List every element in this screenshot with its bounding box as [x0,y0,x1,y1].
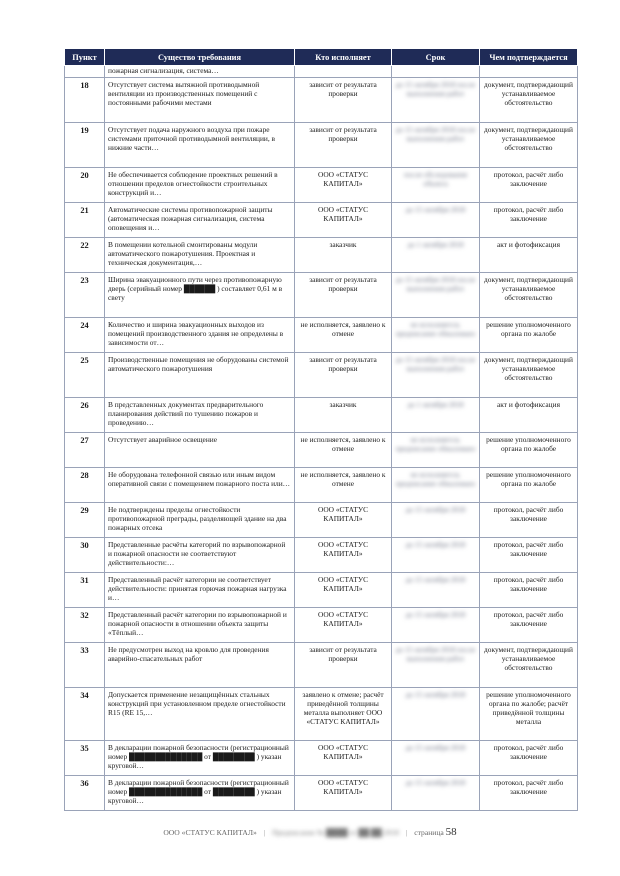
cell-executor-text: ООО «СТАТУС КАПИТАЛ» [318,743,368,761]
cell-deadline-text: до 15 октября 2018 [405,540,466,549]
cell-requirement [105,688,295,741]
cell-num-text: 35 [80,744,89,753]
table-row [65,468,578,503]
cell-confirmation-text: документ, подтверждающий устанавливаемое обстоятельство [484,125,573,152]
cell-confirmation [480,318,578,353]
table-row [65,538,578,573]
cell-requirement-text: Не обеспечивается соблюдение проектных решений в отношении пределов огнестойкости строительных конструкций и… [108,170,278,197]
cell-executor-text: ООО «СТАТУС КАПИТАЛ» [318,505,368,523]
cell-num [65,538,105,573]
cell-executor-text: ООО «СТАТУС КАПИТАЛ» [318,540,368,558]
cell-num [65,318,105,353]
cell-executor [295,203,392,238]
cell-confirmation [480,688,578,741]
cell-deadline [392,353,480,398]
cell-confirmation-text: документ, подтверждающий устанавливаемое обстоятельство [484,275,573,302]
cell-requirement [105,433,295,468]
cell-requirement-text: Не подтверждены пределы огнестойкости противопожарной преграды, разделяющей здание на два пожарных отсека [108,505,287,532]
cell-requirement [105,741,295,776]
cell-requirement-text: Отсутствует система вытяжной противодымной вентиляции из производственных помещений с постоянными рабочими местами [108,80,260,107]
cell-num [65,203,105,238]
cell-executor [295,643,392,688]
cell-num [65,468,105,503]
cell-confirmation [480,78,578,123]
cell-num-text: 22 [80,241,89,250]
cell-num-text: 23 [80,276,89,285]
cell-num-text: 19 [80,126,89,135]
cell-requirement-text: В декларации пожарной безопасности (регистрационный номер ██████████████ от ████████ ) указан круговой… [108,778,289,805]
cell-executor-text: заявлено к отмене; расчёт приведённой толщины металла выполняет ООО «СТАТУС КАПИТАЛ» [302,690,384,726]
cell-confirmation [480,398,578,433]
cell-deadline [392,66,480,78]
cell-deadline-text: до 15 октября 2018 [405,610,466,619]
cell-num [65,688,105,741]
cell-deadline-text: после обследования объекта [404,170,467,188]
cell-confirmation [480,608,578,643]
cell-num [65,608,105,643]
cell-requirement [105,398,295,433]
cell-confirmation [480,741,578,776]
cell-executor-text: ООО «СТАТУС КАПИТАЛ» [318,778,368,796]
cell-confirmation-text: протокол, расчёт либо заключение [493,205,564,223]
cell-requirement [105,776,295,811]
header-item: Пункт [65,49,105,66]
document-page [64,48,577,811]
cell-requirement [105,538,295,573]
table-row [65,608,578,643]
cell-confirmation [480,123,578,168]
cell-executor-text: ООО «СТАТУС КАПИТАЛ» [318,170,368,188]
cell-deadline-text: до 15 октября 2018 [405,505,466,514]
cell-num-text: 24 [80,321,89,330]
cell-executor [295,688,392,741]
footer-company: ООО «СТАТУС КАПИТАЛ» [163,828,257,837]
cell-executor [295,78,392,123]
cell-executor [295,433,392,468]
cell-confirmation [480,776,578,811]
cell-requirement [105,123,295,168]
cell-num [65,78,105,123]
cell-deadline-text: до 15 октября 2018 после выполнения работ [395,80,476,98]
cell-executor-text: зависит от результата проверки [309,125,377,143]
cell-deadline-text: не исполняется, предписание обжаловано [395,320,476,338]
cell-executor-text: ООО «СТАТУС КАПИТАЛ» [318,205,368,223]
cell-confirmation-text: решение уполномоченного органа по жалобе [486,320,571,338]
cell-confirmation-text: документ, подтверждающий устанавливаемое обстоятельство [484,645,573,672]
cell-executor-text: зависит от результата проверки [309,355,377,373]
cell-requirement [105,573,295,608]
cell-deadline-text: до 15 октября 2018 [405,575,466,584]
cell-executor [295,398,392,433]
cell-requirement-text: Ширина эвакуационного пути через противопожарную дверь (серийный номер ██████ ) составляет 0,61 м в свету [108,275,283,302]
cell-num [65,353,105,398]
cell-num-text: 28 [80,471,89,480]
cell-confirmation [480,238,578,273]
cell-requirement [105,318,295,353]
cell-executor-text: зависит от результата проверки [309,645,377,663]
cell-num-text: 29 [80,506,89,515]
cell-deadline [392,273,480,318]
cell-num-text: 30 [80,541,89,550]
footer-separator: | [263,828,266,837]
cell-deadline-text: до 1 октября 2018 [407,400,464,409]
cell-deadline [392,538,480,573]
header-deadline: Срок [392,49,480,66]
table-row [65,123,578,168]
cell-confirmation [480,203,578,238]
cell-executor [295,318,392,353]
cell-confirmation [480,353,578,398]
cell-num-text: 26 [80,401,89,410]
cell-requirement-text: Представленный расчёт категории по взрывопожарной и пожарной опасности в отношении объекта защиты «Тёплый… [108,610,287,637]
cell-requirement-text: В представленных документах предварительного планирования действий по тушению пожаров и проведению… [108,400,264,427]
table-row [65,238,578,273]
cell-confirmation [480,503,578,538]
cell-executor-text: зависит от результата проверки [309,275,377,293]
table-row [65,398,578,433]
cell-deadline [392,123,480,168]
cell-requirement-text: Не оборудована телефонной связью или иным видом оперативной связи с помещением пожарного поста или… [108,470,291,488]
cell-confirmation [480,643,578,688]
cell-deadline [392,503,480,538]
cell-executor [295,741,392,776]
cell-confirmation [480,168,578,203]
cell-requirement [105,643,295,688]
cell-requirement [105,273,295,318]
cell-num-text: 32 [80,611,89,620]
cell-requirement [105,203,295,238]
cell-executor-text: зависит от результата проверки [309,80,377,98]
table-row [65,776,578,811]
cell-deadline-text: до 15 октября 2018 [405,205,466,214]
cell-num [65,398,105,433]
cell-num [65,503,105,538]
cell-confirmation-text: протокол, расчёт либо заключение [493,610,564,628]
cell-requirement: пожарная сигнализация, система… [105,66,295,78]
cell-deadline [392,468,480,503]
cell-confirmation-text: протокол, расчёт либо заключение [493,743,564,761]
page-footer [0,826,620,838]
cell-num [65,776,105,811]
cell-confirmation [480,66,578,78]
cell-num [65,123,105,168]
table-row [65,643,578,688]
cell-deadline [392,238,480,273]
cell-executor-text: ООО «СТАТУС КАПИТАЛ» [318,575,368,593]
header-requirement: Существо требования [105,49,295,66]
cell-requirement-text: Представленные расчёты категорий по взрывопожарной и пожарной опасности не соответствуют действительности:… [108,540,286,567]
cell-deadline [392,203,480,238]
cell-deadline [392,573,480,608]
cell-num [65,273,105,318]
table-row-continuation [65,66,578,78]
cell-confirmation [480,433,578,468]
cell-executor [295,168,392,203]
requirements-table [64,48,578,811]
table-row [65,353,578,398]
cell-requirement-text: В декларации пожарной безопасности (регистрационный номер ██████████████ от ████████ ) указан круговой… [108,743,289,770]
cell-num-text: 27 [80,436,89,445]
cell-deadline-text: до 15 октября 2018 [405,690,466,699]
cell-requirement-text: Отсутствует аварийное освещение [108,435,218,444]
cell-requirement-text: Представленный расчёт категории не соответствует действительности: принятая горючая пожарная нагрузка и… [108,575,287,602]
table-row [65,78,578,123]
cell-deadline [392,78,480,123]
table-row [65,573,578,608]
footer-page-number: 58 [445,826,457,838]
footer-doc-reference: Предписание № ████ от ██.██.2018 [272,828,399,837]
cell-executor [295,468,392,503]
cell-executor [295,353,392,398]
cell-executor [295,573,392,608]
cell-executor-text: не исполняется, заявлено к отмене [300,470,386,488]
cell-num [65,238,105,273]
cell-confirmation [480,273,578,318]
table-row [65,273,578,318]
cell-requirement-text: Допускается применение незащищённых стальных конструкций при установленном пределе огнестойкости R15 (RE 15,… [108,690,286,717]
cell-requirement [105,168,295,203]
table-row [65,318,578,353]
cell-deadline [392,168,480,203]
cell-confirmation-text: протокол, расчёт либо заключение [493,540,564,558]
cell-deadline [392,608,480,643]
cell-requirement [105,468,295,503]
table-row [65,688,578,741]
cell-confirmation [480,468,578,503]
cell-num-text: 34 [80,691,89,700]
table-row [65,203,578,238]
cell-executor-text: не исполняется, заявлено к отмене [300,320,386,338]
cell-deadline [392,688,480,741]
cell-num [65,643,105,688]
cell-requirement-text: В помещении котельной смонтированы модули автоматического пожаротушения. Проектная и техническая документация,… [108,240,258,267]
cell-num-text: 33 [80,646,89,655]
cell-deadline-text: до 15 октября 2018 после выполнения работ [395,125,476,143]
cell-confirmation [480,573,578,608]
cell-deadline [392,776,480,811]
table-header-row [65,49,578,66]
cell-executor [295,776,392,811]
cell-num [65,573,105,608]
cell-executor-text: ООО «СТАТУС КАПИТАЛ» [318,610,368,628]
cell-requirement [105,238,295,273]
cell-deadline-text: до 15 октября 2018 после выполнения работ [395,645,476,663]
cell-executor-text: заказчик [329,240,357,249]
cell-num [65,168,105,203]
cell-num-text: 18 [80,81,89,90]
cell-num [65,433,105,468]
cell-confirmation-text: решение уполномоченного органа по жалобе [486,435,571,453]
cell-requirement [105,353,295,398]
table-row [65,503,578,538]
cell-confirmation-text: документ, подтверждающий устанавливаемое обстоятельство [484,355,573,382]
cell-deadline [392,398,480,433]
cell-executor-text: заказчик [329,400,357,409]
cell-deadline-text: до 1 октября 2018 [407,240,464,249]
cell-executor-text: не исполняется, заявлено к отмене [300,435,386,453]
cell-deadline [392,741,480,776]
cell-num [65,66,105,78]
footer-page-word: страница [414,828,444,837]
cell-deadline [392,643,480,688]
cell-executor [295,608,392,643]
cell-deadline-text: до 15 октября 2018 [405,743,466,752]
cell-deadline-text: до 15 октября 2018 [405,778,466,787]
cell-num-text: 31 [80,576,89,585]
cell-requirement [105,78,295,123]
header-confirmation: Чем подтверждается [480,49,578,66]
cell-num-text: 25 [80,356,89,365]
cell-deadline-text: не исполняется, предписание обжаловано [395,470,476,488]
cell-deadline-text: до 15 октября 2018 после выполнения работ [395,275,476,293]
cell-requirement [105,503,295,538]
table-row [65,433,578,468]
cell-num-text: 36 [80,779,89,788]
cell-executor [295,503,392,538]
cell-num-text: 20 [80,171,89,180]
cell-requirement-text: Автоматические системы противопожарной защиты (автоматическая пожарная сигнализация, система оповещения и… [108,205,273,232]
cell-deadline [392,433,480,468]
cell-confirmation-text: акт и фотофиксация [497,400,560,409]
cell-deadline-text: до 15 октября 2018 после выполнения работ [395,355,476,373]
cell-confirmation-text: документ, подтверждающий устанавливаемое обстоятельство [484,80,573,107]
cell-confirmation-text: решение уполномоченного органа по жалобе [486,470,571,488]
cell-executor [295,66,392,78]
footer-separator: | [405,828,408,837]
cell-executor [295,123,392,168]
cell-confirmation-text: протокол, расчёт либо заключение [493,505,564,523]
cell-requirement [105,608,295,643]
cell-confirmation-text: протокол, расчёт либо заключение [493,778,564,796]
header-executor: Кто исполняет [295,49,392,66]
cell-deadline [392,318,480,353]
cell-confirmation-text: акт и фотофиксация [497,240,560,249]
cell-requirement-text: Не предусмотрен выход на кровлю для проведения аварийно-спасательных работ [108,645,269,663]
cell-executor [295,538,392,573]
cell-executor [295,273,392,318]
cell-num [65,741,105,776]
cell-deadline-text: не исполняется, предписание обжаловано [395,435,476,453]
cell-confirmation-text: решение уполномоченного органа по жалобе; расчёт приведённой толщины металла [486,690,571,726]
cell-confirmation [480,538,578,573]
cell-requirement-text: Производственные помещения не оборудованы системой автоматического пожаротушения [108,355,289,373]
cell-confirmation-text: протокол, расчёт либо заключение [493,170,564,188]
cell-executor [295,238,392,273]
cell-requirement-text: Количество и ширина эвакуационных выходов из помещений производственного здания не определены в зависимости от… [108,320,284,347]
cell-requirement-text: Отсутствует подача наружного воздуха при пожаре системами приточной противодымной вентиляции, в нижние части… [108,125,276,152]
table-row [65,168,578,203]
cell-confirmation-text: протокол, расчёт либо заключение [493,575,564,593]
cell-num-text: 21 [80,206,89,215]
table-row [65,741,578,776]
